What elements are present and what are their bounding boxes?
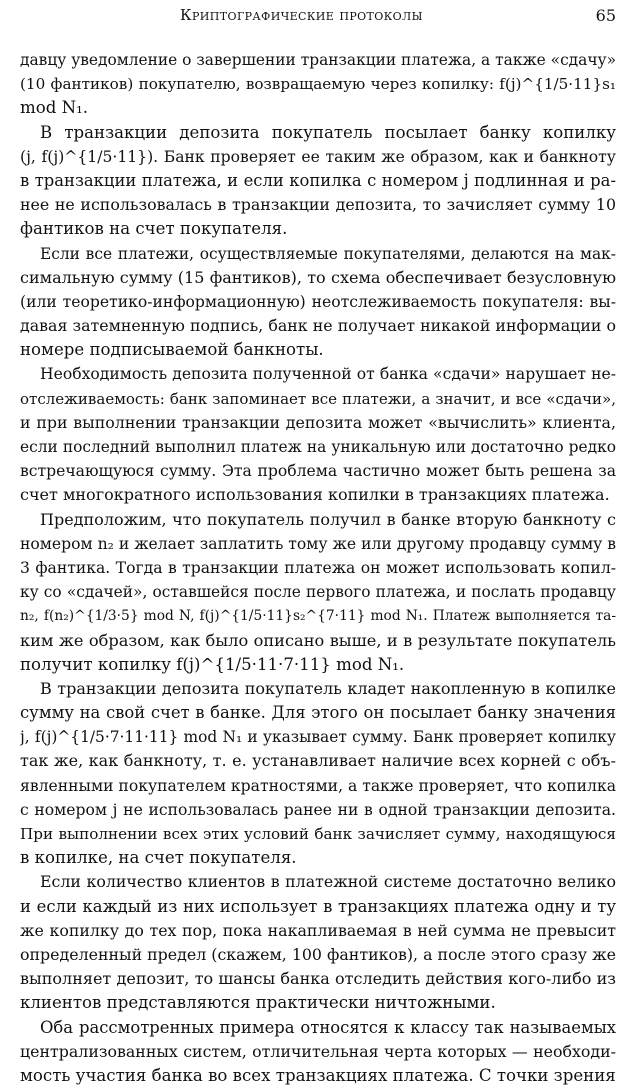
page-header xyxy=(20,6,616,28)
text-line: mod N₁. xyxy=(20,96,616,120)
paragraph xyxy=(20,48,616,121)
text-line: (j, f(j)^{1/5·11}). Банк проверяет ее таким же образом, как и банкноту xyxy=(20,145,616,169)
text-line: клиентов представляются практически ничтожными. xyxy=(20,991,616,1015)
text-line: j, f(j)^{1/5·7·11·11} mod N₁ и указывает сумму. Банк проверяет копилку xyxy=(20,725,616,749)
paragraph xyxy=(20,508,616,677)
text-line: явленными покупателем кратностями, а также проверяет, что копилка xyxy=(20,774,616,798)
page-number: 65 xyxy=(596,6,616,25)
text-line: Необходимость депозита полученной от банка «сдачи» нарушает не- xyxy=(20,362,616,386)
text-line: ку со «сдачей», оставшейся после первого платежа, и послать продавцу xyxy=(20,580,616,604)
text-line: с номером j не использовалась ранее ни в одной транзакции депозита. xyxy=(20,798,616,822)
text-line: определенный предел (скажем, 100 фантиков), а после этого сразу же xyxy=(20,943,616,967)
text-line: номером n₂ и желает заплатить тому же или другому продавцу сумму в xyxy=(20,532,616,556)
text-line: (10 фантиков) покупателю, возвращаемую через копилку: f(j)^{1/5·11}s₁ xyxy=(20,72,616,96)
text-line: же копилку до тех пор, пока накапливаемая в ней сумма не превысит xyxy=(20,919,616,943)
text-line: При выполнении всех этих условий банк зачисляет сумму, находящуюся xyxy=(20,822,616,846)
text-line: если последний выполнил платеж на уникальную или достаточно редко xyxy=(20,435,616,459)
running-head: Криптографические протоколы xyxy=(180,6,423,24)
paragraph xyxy=(20,870,616,1015)
paragraph xyxy=(20,362,616,507)
text-line: отслеживаемость: банк запоминает все платежи, а значит, и все «сдачи», xyxy=(20,387,616,411)
text-line: Если все платежи, осуществляемые покупателями, делаются на мак- xyxy=(20,242,616,266)
text-line: давая затемненную подпись, банк не получает никакой информации о xyxy=(20,314,616,338)
text-line: в транзакции платежа, и если копилка с номером j подлинная и ра- xyxy=(20,169,616,193)
text-line: централизованных систем, отличительная черта которых — необходи- xyxy=(20,1040,616,1064)
text-line: счет многократного использования копилки в транзакциях платежа. xyxy=(20,483,616,507)
text-line: встречающуюся сумму. Эта проблема частично может быть решена за xyxy=(20,459,616,483)
text-line: Если количество клиентов в платежной системе достаточно велико xyxy=(20,870,616,894)
text-line: и при выполнении транзакции депозита может «вычислить» клиента, xyxy=(20,411,616,435)
body-text xyxy=(20,48,616,1088)
text-line: фантиков на счет покупателя. xyxy=(20,217,616,241)
paragraph xyxy=(20,1016,616,1088)
text-line: В транзакции депозита покупатель посылает банку копилку xyxy=(20,121,616,145)
text-line: мость участия банка во всех транзакциях платежа. С точки зрения xyxy=(20,1064,616,1088)
text-line: и если каждый из них использует в транзакциях платежа одну и ту xyxy=(20,895,616,919)
text-line: симальную сумму (15 фантиков), то схема обеспечивает безусловную xyxy=(20,266,616,290)
text-line: нее не использовалась в транзакции депозита, то зачисляет сумму 10 xyxy=(20,193,616,217)
text-line: так же, как банкноту, т. е. устанавливает наличие всех корней с объ- xyxy=(20,749,616,773)
text-line: получит копилку f(j)^{1/5·11·7·11} mod N₁. xyxy=(20,653,616,677)
text-line: давцу уведомление о завершении транзакции платежа, а также «сдачу» xyxy=(20,48,616,72)
text-line: (или теоретико-информационную) неотслеживаемость покупателя: вы- xyxy=(20,290,616,314)
text-line: сумму на свой счет в банке. Для этого он посылает банку значения xyxy=(20,701,616,725)
text-line: 3 фантика. Тогда в транзакции платежа он может использовать копил- xyxy=(20,556,616,580)
text-line: n₂, f(n₂)^{1/3·5} mod N, f(j)^{1/5·11}s₂^{7·11} mod N₁. Платеж выполняется та- xyxy=(20,604,616,628)
text-line: ким же образом, как было описано выше, и в результате покупатель xyxy=(20,629,616,653)
paragraph xyxy=(20,121,616,242)
text-line: в копилке, на счет покупателя. xyxy=(20,846,616,870)
paragraph xyxy=(20,242,616,363)
text-line: номере подписываемой банкноты. xyxy=(20,338,616,362)
text-line: выполняет депозит, то шансы банка отследить действия кого-либо из xyxy=(20,967,616,991)
text-line: В транзакции депозита покупатель кладет накопленную в копилке xyxy=(20,677,616,701)
paragraph xyxy=(20,677,616,871)
text-line: Предположим, что покупатель получил в банке вторую банкноту с xyxy=(20,508,616,532)
text-line: Оба рассмотренных примера относятся к классу так называемых xyxy=(20,1016,616,1040)
